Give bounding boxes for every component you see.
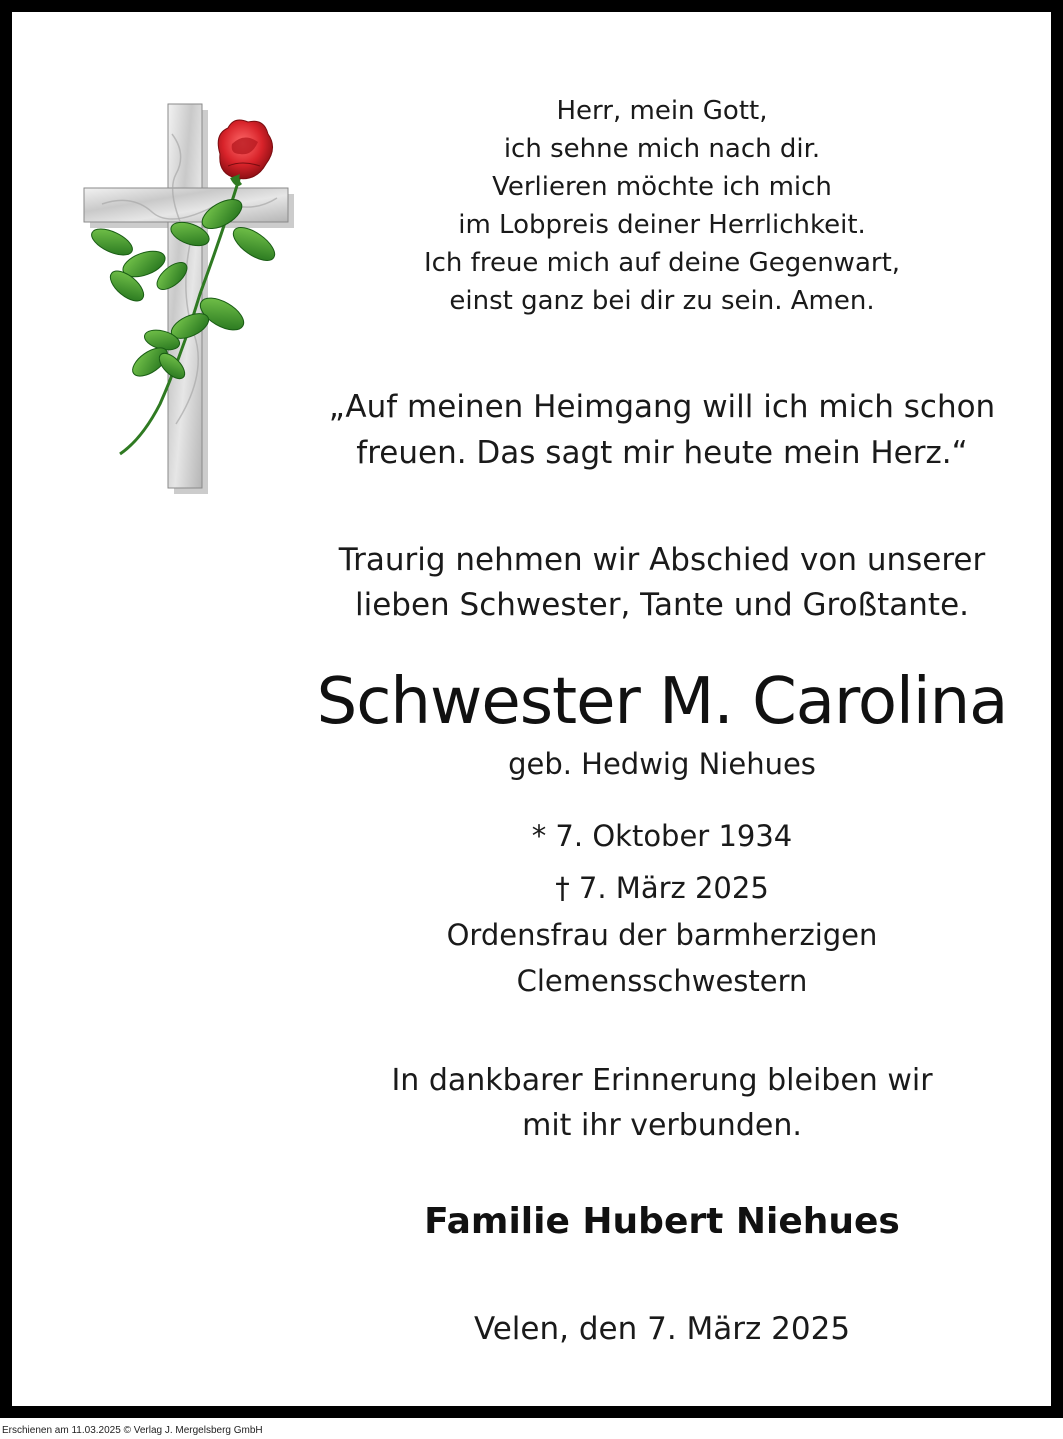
order-line: Ordensfrau der barmherzigen bbox=[446, 918, 878, 952]
birth-name: geb. Hedwig Niehues bbox=[508, 747, 816, 781]
religious-order bbox=[312, 912, 1012, 1004]
psalm-line: einst ganz bei dir zu sein. Amen. bbox=[449, 286, 875, 316]
psalm-line: Ich freue mich auf deine Gegenwart, bbox=[423, 248, 901, 278]
mourning-text bbox=[312, 538, 1012, 628]
mourning-line: lieben Schwester, Tante und Großtante. bbox=[355, 587, 969, 623]
birth-date: * 7. Oktober 1934 bbox=[531, 819, 793, 853]
quote bbox=[312, 384, 1012, 476]
memory-line: mit ihr verbunden. bbox=[522, 1108, 802, 1143]
place-date: Velen, den 7. März 2025 bbox=[473, 1311, 851, 1347]
quote-line: freuen. Das sagt mir heute mein Herz.“ bbox=[356, 435, 968, 471]
memory-text bbox=[312, 1058, 1012, 1148]
psalm-line: Verlieren möchte ich mich bbox=[492, 172, 832, 202]
mourning-line: Traurig nehmen wir Abschied von unserer bbox=[338, 542, 986, 578]
psalm-line: im Lobpreis deiner Herrlichkeit. bbox=[458, 210, 866, 240]
psalm-verse bbox=[312, 92, 1012, 320]
death-date: † 7. März 2025 bbox=[555, 871, 769, 905]
publication-footer: Erschienen am 11.03.2025 © Verlag J. Mergelsberg GmbH bbox=[2, 1425, 263, 1436]
memory-line: In dankbarer Erinnerung bleiben wir bbox=[391, 1063, 933, 1098]
psalm-line: Herr, mein Gott, bbox=[556, 96, 768, 126]
order-line: Clemensschwestern bbox=[516, 964, 808, 998]
deceased-name: Schwester M. Carolina bbox=[316, 665, 1008, 739]
quote-line: „Auf meinen Heimgang will ich mich schon bbox=[328, 389, 996, 425]
life-dates bbox=[312, 810, 1012, 914]
psalm-line: ich sehne mich nach dir. bbox=[503, 134, 821, 164]
family-signature: Familie Hubert Niehues bbox=[424, 1201, 900, 1242]
cross-with-rose-icon bbox=[72, 94, 302, 494]
